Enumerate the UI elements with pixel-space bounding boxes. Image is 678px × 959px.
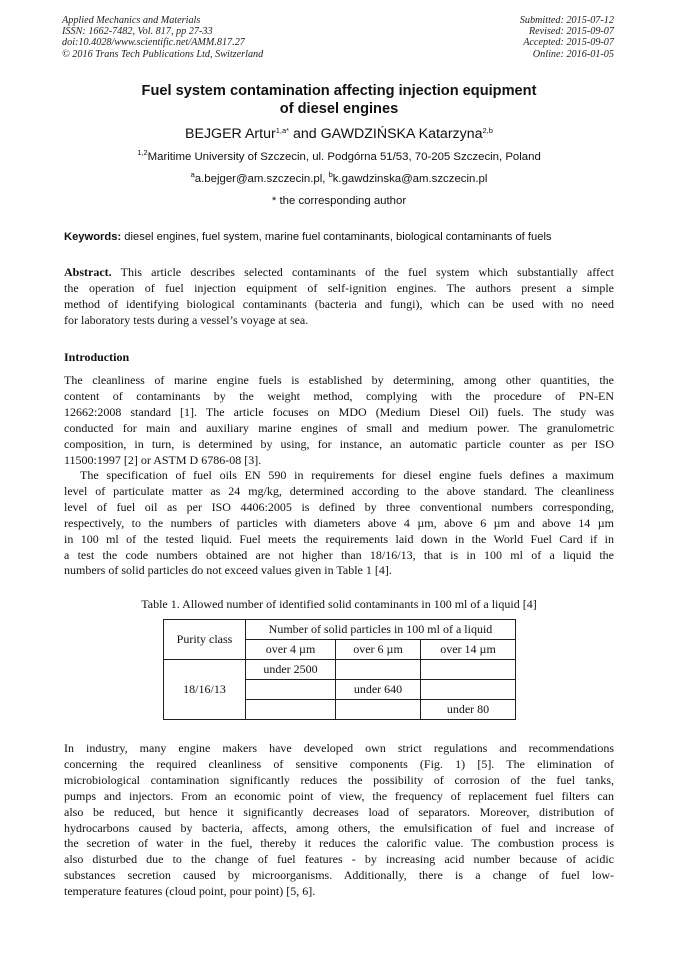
title-line-1: Fuel system contamination affecting injection equipment — [141, 83, 537, 99]
affiliation — [60, 150, 618, 165]
affiliation-text: Maritime University of Szczecin, ul. Podgórna 51/53, 70-205 Szczecin, Poland — [147, 151, 541, 163]
text-line: composition, in turn, is determined by using, for instance, an automatic particle counter as per ISO — [64, 436, 614, 451]
paper-title — [60, 82, 618, 118]
author-2: GAWDZIŃSKA Katarzyna — [320, 126, 483, 142]
table-cell — [246, 680, 336, 700]
text-line: also disturbed due to the change of fuel features - by increasing acid number because of acidic — [64, 852, 614, 867]
table-cell: under 640 — [336, 680, 421, 700]
table-cell: under 80 — [421, 700, 516, 720]
author-1: BEJGER Artur — [185, 126, 276, 142]
table-cell — [421, 680, 516, 700]
revised-date: Revised: 2015-09-07 — [528, 26, 614, 38]
text-line: 12662:2008 standard [1]. The article focuses on MDO (Medium Diesel Oil) fuels. The study was — [64, 404, 614, 419]
text-line: substances secretion caused by microorganisms. Additionally, there is a change of fuel low- — [64, 868, 614, 883]
journal-issn: ISSN: 1662-7482, Vol. 817, pp 27-33 — [62, 26, 213, 38]
keywords-label: Keywords: — [64, 231, 122, 243]
emails — [60, 172, 618, 187]
email-a-sup: a — [190, 170, 195, 179]
text-line: hydrocarbons caused by bacteria, affects, among others, the emulsification of fuel and increase of — [64, 820, 614, 835]
intro-paragraph-2 — [64, 468, 614, 579]
intro-paragraph-1 — [64, 373, 614, 468]
keywords-text: diesel engines, fuel system, marine fuel contaminants, biological contaminants of fuels — [121, 231, 552, 243]
text-line: level of particulate matter as 24 mg/kg, determined according to the above standard. The cleanliness — [64, 483, 614, 498]
abstract-label: Abstract. — [64, 265, 112, 279]
abstract-line: the operation of fuel injection equipment of self-ignition engines. The authors present a simple — [64, 280, 614, 295]
journal-header-left — [62, 15, 263, 60]
text-line: The specification of fuel oils EN 590 in requirements for diesel engine fuels defines a maximum — [80, 468, 614, 482]
abstract-line: method of identifying biological contaminants (bacteria and fungi), which can be used with no need — [64, 296, 614, 311]
column-header: over 6 µm — [336, 640, 421, 660]
author-1-sup: 1,a* — [275, 126, 290, 135]
authors-and: and — [289, 126, 321, 142]
authors — [60, 125, 618, 143]
table-cell — [336, 700, 421, 720]
text-line: concerning the required cleanliness of sensitive components (Fig. 1) [5]. The elimination of — [64, 756, 614, 771]
table-1 — [163, 619, 516, 720]
abstract-line: Abstract. This article describes selected contaminants of the fuel system which substantially affect — [64, 265, 614, 279]
journal-doi[interactable]: doi:10.4028/www.scientific.net/AMM.817.27 — [62, 37, 245, 49]
title-line-2: of diesel engines — [279, 101, 399, 117]
purity-class-value: 18/16/13 — [164, 660, 246, 720]
submitted-date: Submitted: 2015-07-12 — [519, 15, 614, 26]
table-row — [164, 660, 516, 680]
text-line: In industry, many engine makers have developed own strict regulations and recommendations — [64, 741, 614, 755]
table-cell — [246, 700, 336, 720]
text-line: 11500:1997 [2] or ASTM D 6786-08 [3]. — [64, 452, 262, 467]
corresponding-note: * the corresponding author — [271, 195, 407, 207]
text-line: respectively, to the numbers of particles with diameters above 4 µm, above 6 µm and above 14 µm — [64, 515, 614, 530]
text-line: pumps and injectors. From an economic point of view, the frequency of replacement fuel filters can — [64, 788, 614, 803]
email-a[interactable]: a.bejger@am.szczecin.pl, — [194, 173, 329, 185]
text-line: temperature features (cloud point, pour point) [5, 6]. — [64, 884, 316, 899]
text-line: in 100 ml of the tested liquid. Fuel meets the requirements laid down in the World Fuel Card if in — [64, 531, 614, 546]
text-line: conducted for main and auxiliary marine engines of small and medium power. The granulometric — [64, 420, 614, 435]
purity-class-header: Purity class — [164, 620, 246, 660]
abstract-line: for laboratory tests during a vessel’s voyage at sea. — [64, 312, 309, 327]
particles-group-header: Number of solid particles in 100 ml of a liquid — [246, 620, 516, 640]
email-b-sup: b — [328, 170, 333, 179]
journal-name: Applied Mechanics and Materials — [62, 15, 201, 26]
journal-header-right — [520, 15, 614, 60]
accepted-date: Accepted: 2015-09-07 — [523, 37, 614, 49]
affiliation-sup: 1,2 — [137, 148, 148, 157]
text-line: content of contaminants by the weight method, complying with the procedure of PN-EN — [64, 388, 614, 403]
abstract — [64, 265, 614, 329]
text-line: The cleanliness of marine engine fuels is established by determining, among other quantities, the — [64, 373, 614, 387]
text-line: a test the code numbers obtained are not higher than 18/16/13, that is in 100 ml of a liquid the — [64, 547, 614, 562]
table-cell — [421, 660, 516, 680]
column-header: over 4 µm — [246, 640, 336, 660]
text-line: also be reduced, but hence it significantly decreases load of separators. Moreover, distribution of — [64, 804, 614, 819]
text-line: microbiological contamination significantly reduces the possibility of corrosion of the fuel tanks, — [64, 772, 614, 787]
online-date: Online: 2016-01-05 — [532, 48, 614, 60]
text-line: level of fuel oil as per ISO 4406:2005 is defined by three conventional numbers corresponding, — [64, 499, 614, 514]
author-2-sup: 2,b — [482, 126, 493, 135]
table-cell: under 2500 — [246, 660, 336, 680]
text-line: numbers of solid particles do not exceed values given in Table 1 [4]. — [64, 563, 392, 578]
text-line: the secretion of water in the fuel, thereby it reduces the calorific value. The combustion process is — [64, 836, 614, 851]
table-1-caption: Table 1. Allowed number of identified solid contaminants in 100 ml of a liquid [4] — [141, 597, 537, 611]
journal-copyright: © 2016 Trans Tech Publications Ltd, Switzerland — [62, 48, 264, 60]
body-paragraph-3 — [64, 741, 614, 900]
table-cell — [336, 660, 421, 680]
introduction-heading: Introduction — [64, 350, 130, 364]
email-b[interactable]: k.gawdzinska@am.szczecin.pl — [332, 173, 488, 185]
column-header: over 14 µm — [421, 640, 516, 660]
table-header-row — [164, 620, 516, 640]
keywords — [64, 230, 616, 245]
